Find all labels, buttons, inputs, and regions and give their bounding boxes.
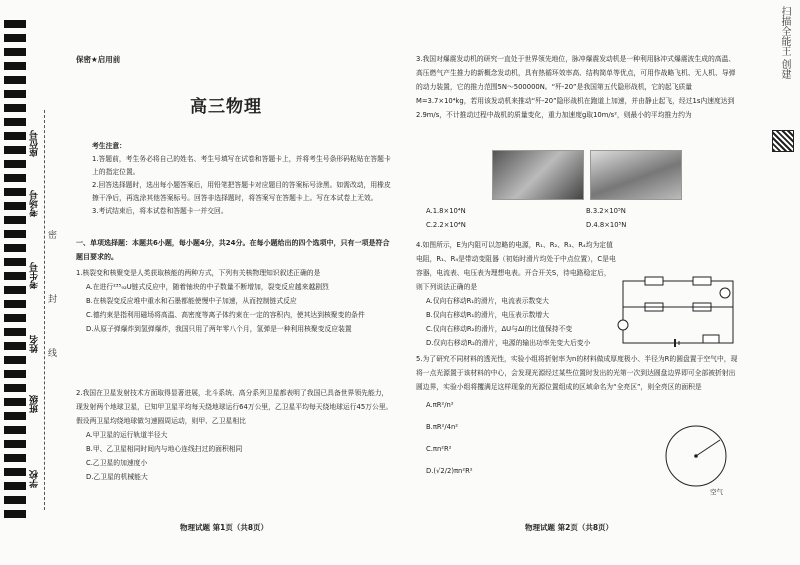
option-d: D.从原子弹爆炸到氢弹爆炸，我国只用了两年零八个月，氢弹是一种利用核聚变反应装置 (86, 325, 352, 333)
option-c: C.仅向右移动R₂的滑片，ΔU与ΔI的比值保持不变 (426, 325, 573, 333)
question-stem: 2.我国在卫星发射技术方面取得显著进展，北斗系统、高分系列卫星都表明了我国已具备世界领先能力，现发射两个地球卫星，已知甲卫星平均每天绕地球运行64万公里，乙卫星平均每天绕地球运行45万公里。假设两卫星均绕地球做匀速圆周运动，则甲、乙卫星相比 (76, 389, 393, 425)
option-b: B.在核裂变反应堆中重水和石墨都能使慢中子加速，从而控制链式反应 (86, 297, 297, 305)
circuit-diagram (615, 275, 740, 350)
option-b: B.3.2×10⁵N (586, 207, 626, 215)
option-c: C.乙卫星的加速度小 (86, 459, 148, 467)
exam-notes (92, 140, 392, 218)
class-label: 班级 (30, 395, 40, 413)
option-a: A.仅向右移动R₁的滑片，电流表示数变大 (426, 297, 549, 305)
question-stem: 3.我国对爆震发动机的研究一直处于世界领先地位，脉冲爆震发动机是一种利用脉冲式爆震波生成的高温、高压燃气产生推力的新概念发动机，具有热循环效率高、结构简单等优点，可用作战略飞机、无人机、导弹的动力装置，它的推力范围5N～500000N。“歼-20”是我国第五代隐形战机，它的起飞质量M=3.7×10⁴kg，若用该发动机来推动“歼-20”隐形战机在跑道上加速，并由静止起飞，经过1s内速度达到2.9m/s，不计推动过程中战机的质量变化，重力加速度g取10m/s²，则最小的平均推力约为 (416, 55, 736, 119)
page-2 (410, 0, 740, 565)
question-stem: 5.为了研究不同材料的透光性，实验小组将折射率为n的材料做成厚度极小、半径为R的圆盘置于空气中，现将一点光源置于该材料的中心，会发现光源经过某些位置时发出的光第一次到达圆盘边界即可全部被折射出圆边界，实验小组将攫满足这样现象的光源位置组成的区域命名为“全亮区”，则全亮区的面积是 (416, 355, 738, 391)
notes-header: 考生注意： (92, 142, 126, 150)
question-4 (416, 238, 616, 350)
option-b: B.甲、乙卫星相同时间内与地心连线扫过的面积相同 (86, 445, 243, 453)
question-stem: 4.如图所示，E为内阻可以忽略的电源，R₁、R₂、R₃、R₄均为定值电阻，R₁、R₄是带动变阻器（初始时滑片均处于中点位置），C是电容器，电流表、电压表为理想电表。开合开关S，待电路稳定后，则下列说法正确的是 (416, 241, 616, 291)
option-a: A.在进行²³⁵₉₂U链式反应中，随着铀块的中子数量不断增加，裂变反应越来越剧烈 (86, 283, 329, 291)
barcode-bars (4, 20, 26, 550)
scanner-brand: 扫描全能王 创建 (779, 6, 790, 80)
option-d: D.4.8×10⁵N (586, 221, 627, 229)
confidential-mark: 保密★启用前 (76, 55, 121, 64)
examinee-number-label: 考生号 (30, 262, 40, 289)
option-c: C.德约束是指利用磁场将高温、高密度等离子体约束在一定的容积内，使其达到核聚变的条件 (86, 311, 365, 319)
option-d: D.乙卫星的机械能大 (86, 473, 148, 481)
question-3-options (416, 204, 741, 232)
seal-char-feng: 封 (48, 295, 58, 305)
exam-room-label: 考场号 (30, 190, 40, 217)
question-stem: 1.核裂变和核聚变是人类获取核能的两种方式，下列有关核物理知识叙述正确的是 (76, 269, 321, 277)
air-label: 空气 (710, 488, 723, 496)
question-1 (76, 266, 394, 336)
note-item: 2.回答选择题时，选出每小题答案后，用铅笔把答题卡对应题目的答案标号涂黑。如需改动，用橡皮擦干净后，再选涂其他答案标号。回答非选择题时，将答案写在答题卡上。写在本试卷上无效。 (92, 181, 391, 202)
seal-char-xian: 线 (48, 349, 58, 359)
option-d: D.(√2/2)πn²R² (426, 467, 473, 475)
page-footer: 物理试题 第2页（共8页） (525, 523, 614, 532)
disc-diagram (660, 420, 740, 500)
option-b: B.πR²/4n² (426, 423, 459, 431)
page-1 (70, 0, 393, 565)
fighter-jet-photo (590, 150, 682, 200)
page-footer: 物理试题 第1页（共8页） (180, 523, 269, 532)
option-a: A.甲卫星的运行轨道半径大 (86, 431, 168, 439)
section-heading: 一、单项选择题：本题共6小题，每小题4分，共24分。在每小题给出的四个选项中，只有一项是符合题目要求的。 (76, 239, 390, 261)
school-label: 学校 (30, 470, 40, 488)
option-a: A.πR²/n² (426, 401, 454, 409)
option-c: C.πn²R² (426, 445, 452, 453)
scanner-strip (772, 0, 800, 565)
qr-code-icon (772, 130, 794, 152)
option-a: A.1.8×10⁴N (426, 207, 466, 215)
seal-line (44, 110, 46, 510)
option-b: B.仅向右移动R₁的滑片，电压表示数增大 (426, 311, 550, 319)
seal-char-mi: 密 (48, 231, 58, 241)
page-title: 高三物理 (190, 97, 262, 117)
option-d: D.仅向右移动R₂的滑片，电源的输出功率先变大后变小 (426, 339, 591, 347)
note-item: 1.答题前，考生务必将自己的姓名、考生号填写在试卷和答题卡上，并将考生号条形码粘贴在答题卡上的指定位置。 (92, 155, 391, 176)
seat-number-label: 座位号 (30, 130, 40, 157)
name-label: 姓名 (30, 335, 40, 353)
engine-photo (492, 150, 584, 200)
question-3 (416, 52, 741, 122)
question-2 (76, 386, 394, 484)
binding-strip (0, 0, 58, 565)
option-c: C.2.2×10⁴N (426, 221, 466, 229)
note-item: 3.考试结束后，将本试卷和答题卡一并交回。 (92, 207, 228, 215)
